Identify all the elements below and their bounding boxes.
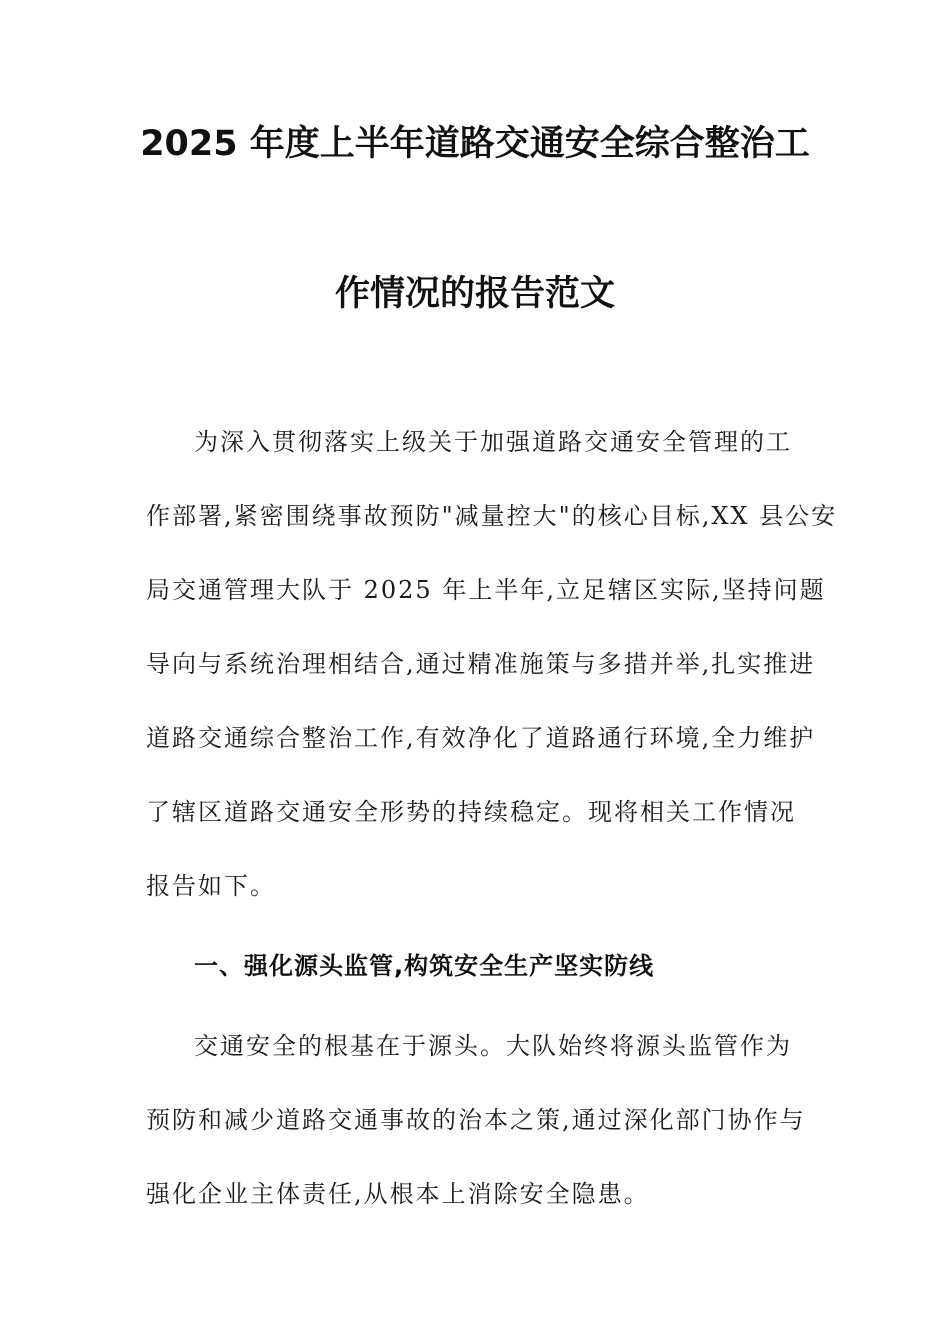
intro-paragraph-line: 作部署,紧密围绕事故预防"减量控大"的核心目标,XX 县公安 [146, 502, 838, 530]
intro-paragraph-line: 导向与系统治理相结合,通过精准施策与多措并举,扎实推进 [146, 650, 816, 678]
intro-paragraph-line: 为深入贯彻落实上级关于加强道路交通安全管理的工 [194, 428, 792, 456]
document-title-line-1: 2025 年度上半年道路交通安全综合整治工 [140, 124, 810, 164]
intro-paragraph-line: 了辖区道路交通安全形势的持续稳定。现将相关工作情况 [146, 798, 796, 826]
intro-paragraph-line: 报告如下。 [146, 872, 276, 900]
document-title-line-2: 作情况的报告范文 [334, 274, 615, 314]
section-1-paragraph-line: 预防和减少道路交通事故的治本之策,通过深化部门协作与 [146, 1106, 806, 1134]
section-1-heading: 一、强化源头监管,构筑安全生产坚实防线 [194, 952, 655, 980]
section-1-paragraph-line: 强化企业主体责任,从根本上消除安全隐患。 [146, 1180, 650, 1208]
intro-paragraph-line: 局交通管理大队于 2025 年上半年,立足辖区实际,坚持问题 [146, 576, 826, 604]
section-1-paragraph-line: 交通安全的根基在于源头。大队始终将源头监管作为 [194, 1032, 792, 1060]
intro-paragraph-line: 道路交通综合整治工作,有效净化了道路通行环境,全力维护 [146, 724, 816, 752]
